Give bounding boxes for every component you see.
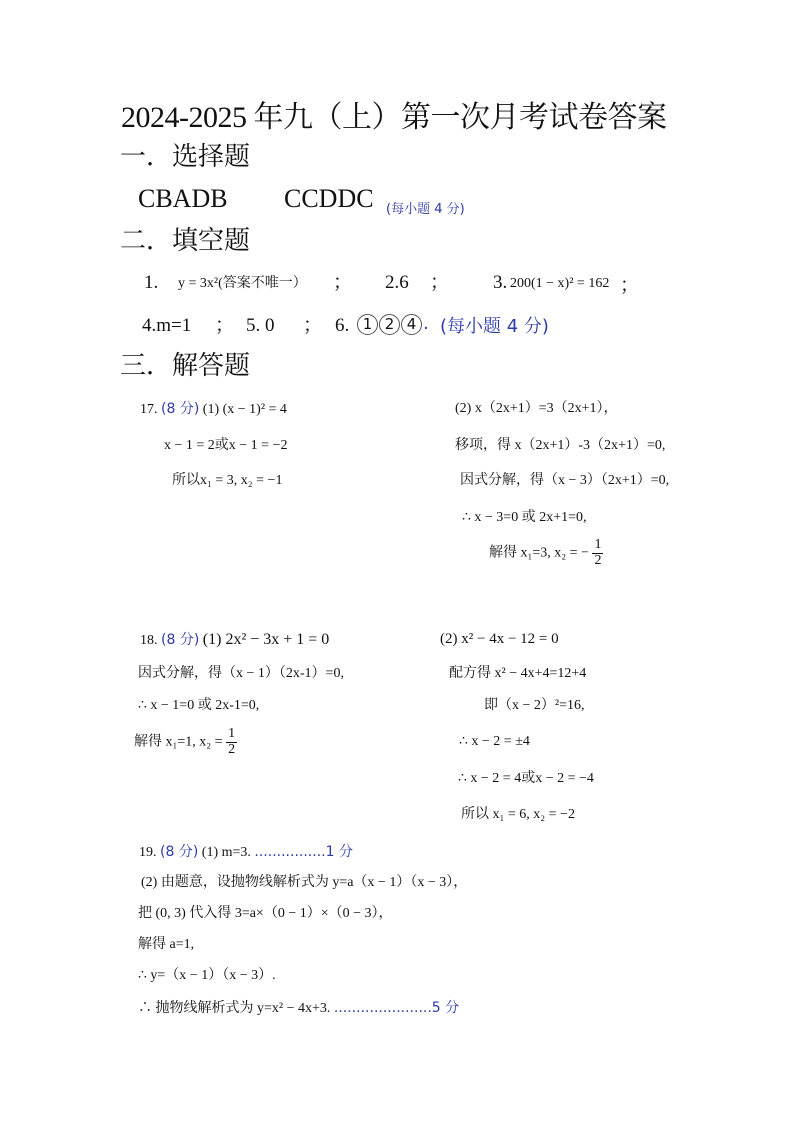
separator: ； bbox=[333, 272, 353, 293]
solution-line: ∴ x − 1=0 或 2x-1=0, bbox=[138, 698, 260, 713]
section-heading: 一．选择题 bbox=[120, 142, 251, 172]
solution-line: (2) x² − 4x − 12 = 0 bbox=[440, 631, 559, 647]
solution-line: ∴ y=（x − 1）（x − 3）. bbox=[138, 968, 276, 983]
solution-line: 因式分解，得（x − 3）（2x+1）=0, bbox=[460, 473, 670, 488]
separator: ； bbox=[215, 315, 235, 336]
solution-line: 解得 a=1, bbox=[138, 937, 195, 952]
separator: ； bbox=[303, 315, 323, 336]
solution-line: 移项，得 x（2x+1）-3（2x+1）=0, bbox=[455, 438, 666, 453]
separator: ； bbox=[430, 272, 450, 293]
solution-line: 配方得 x² − 4x+4=12+4 bbox=[449, 666, 587, 681]
score-note: (每小题 4 分) bbox=[386, 202, 465, 217]
page-title: 2024-2025 年九（上）第一次月考试卷答案 bbox=[121, 101, 667, 134]
section-heading: 二．填空题 bbox=[120, 226, 251, 256]
solution-line: (1) m=3. bbox=[201, 845, 251, 860]
answer: 200(1 − x)² = 162 bbox=[510, 276, 610, 291]
denominator: 2 bbox=[228, 741, 236, 757]
question-18 bbox=[140, 632, 329, 648]
solution-line: 所以x₁ = 3, x₂ = −1 bbox=[172, 473, 283, 488]
solution-text: 解得 x₁=1, x₂ = bbox=[134, 734, 223, 750]
question-number: 3. bbox=[493, 272, 508, 293]
solution-line: ∴ x − 3=0 或 2x+1=0, bbox=[462, 510, 587, 525]
solution-line bbox=[134, 727, 237, 757]
solution-line bbox=[138, 1001, 459, 1016]
fraction bbox=[226, 727, 237, 757]
question-number: 17. bbox=[140, 402, 158, 417]
solution-text: 解得 x₁=3, x₂ = − bbox=[489, 545, 589, 561]
separator: ； bbox=[620, 275, 640, 296]
question-number: 6. bbox=[335, 315, 350, 336]
solution-line: 所以 x₁ = 6, x₂ = −2 bbox=[461, 807, 575, 822]
choice-answers-6-10: CCDDC bbox=[284, 184, 374, 213]
solution-text: ∴ 抛物线解析式为 y=x² − 4x+3. bbox=[138, 1001, 331, 1016]
answer: 2.6 bbox=[385, 272, 409, 293]
choice-answers-1-5: CBADB bbox=[138, 184, 228, 213]
solution-line: 即（x − 2）²=16, bbox=[484, 698, 585, 713]
question-19 bbox=[139, 845, 353, 860]
question-number: 1. bbox=[144, 272, 159, 293]
score: (8 分) bbox=[161, 401, 200, 417]
solution-line: 把 (0, 3) 代入得 3=a×（0 − 1）×（0 − 3）， bbox=[138, 906, 393, 921]
solution-line: (1) 2x² − 3x + 1 = 0 bbox=[202, 631, 330, 648]
answer: y = 3x²(答案不唯一） bbox=[178, 276, 307, 291]
solution-line: ∴ x − 2 = 4或x − 2 = −4 bbox=[458, 771, 594, 786]
numerator: 1 bbox=[594, 537, 602, 552]
fraction bbox=[592, 538, 603, 568]
denominator: 2 bbox=[594, 552, 602, 568]
circled-number: 2 bbox=[379, 314, 400, 335]
solution-line: 因式分解，得（x − 1）（2x-1）=0, bbox=[138, 666, 344, 681]
circled-answers bbox=[357, 314, 429, 335]
question-number: 18. bbox=[140, 633, 158, 648]
numerator: 1 bbox=[228, 726, 236, 741]
solution-line bbox=[489, 538, 603, 568]
points-mark: ......................5 分 bbox=[333, 1000, 460, 1016]
solution-line: x − 1 = 2或x − 1 = −2 bbox=[164, 438, 288, 453]
question-17 bbox=[140, 402, 287, 417]
circled-number: 4 bbox=[401, 314, 422, 335]
circled-number: 1 bbox=[357, 314, 378, 335]
period: . bbox=[423, 313, 429, 334]
question-number: 19. bbox=[139, 845, 157, 860]
section-heading: 三．解答题 bbox=[120, 351, 251, 381]
solution-line: (1) (x − 1)² = 4 bbox=[202, 402, 287, 417]
solution-line: ∴ x − 2 = ±4 bbox=[459, 734, 530, 749]
points-mark: ................1 分 bbox=[254, 844, 353, 860]
solution-line: (2) 由题意，设抛物线解析式为 y=a（x − 1）（x − 3）， bbox=[141, 875, 468, 890]
answer: 4.m=1 bbox=[142, 315, 192, 336]
solution-line: (2) x（2x+1）=3（2x+1）， bbox=[455, 401, 618, 416]
answer: 5. 0 bbox=[246, 315, 275, 336]
score-note: (每小题 4 分) bbox=[440, 316, 549, 337]
score: (8 分) bbox=[160, 844, 199, 860]
score: (8 分) bbox=[161, 632, 200, 648]
